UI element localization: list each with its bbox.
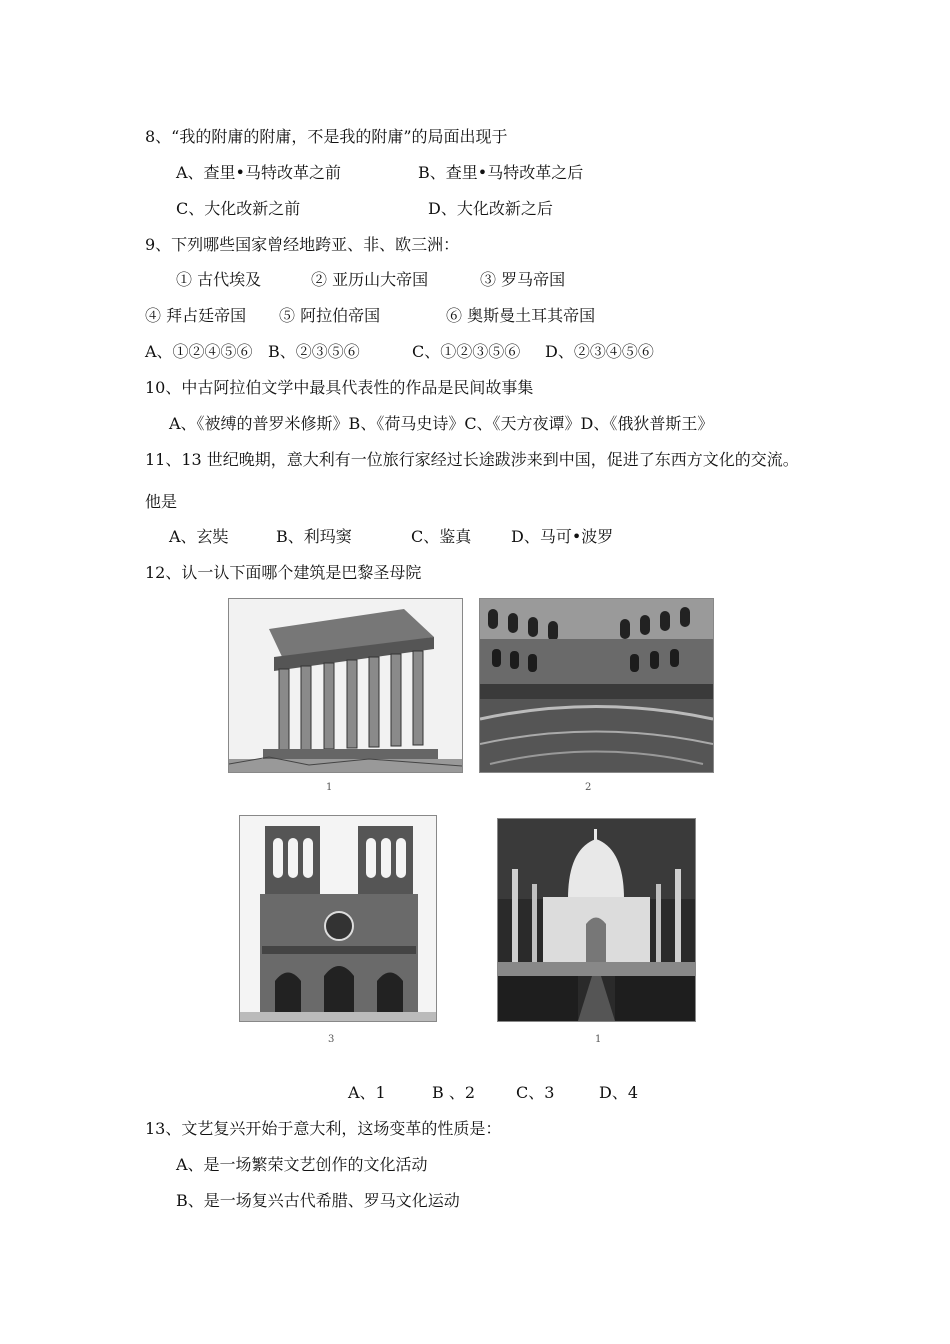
q11-option-a: A、玄奘: [169, 527, 229, 546]
q8-stem: 8、“我的附庸的附庸，不是我的附庸”的局面出现于: [145, 127, 508, 146]
q9-option-b: B、②③⑤⑥: [268, 342, 360, 361]
colosseum-photo: [479, 598, 714, 773]
parthenon-photo: [228, 598, 463, 773]
taj-mahal-photo: [497, 818, 696, 1022]
q12-option-a: A、1: [348, 1083, 386, 1102]
q11-option-b: B、利玛窦: [276, 527, 352, 546]
q12-option-d: D、4: [599, 1083, 639, 1102]
q12-option-b: B 、2: [432, 1083, 476, 1102]
q8-option-a: A、查里•马特改革之前: [176, 163, 341, 182]
q9-item-2: ② 亚历山大帝国: [311, 270, 429, 289]
q8-option-d: D、大化改新之后: [428, 199, 553, 218]
q8-option-b: B、查里•马特改革之后: [418, 163, 584, 182]
q11-option-d: D、马可•波罗: [511, 527, 614, 546]
q12-option-c: C、3: [516, 1083, 555, 1102]
photo-caption-1: 1: [326, 782, 333, 793]
q10-options: A、《被缚的普罗米修斯》B、《荷马史诗》C、《天方夜谭》D、《俄狄普斯王》: [169, 414, 714, 433]
q9-item-3: ③ 罗马帝国: [480, 270, 566, 289]
q9-item-5: ⑤ 阿拉伯帝国: [279, 306, 381, 325]
q12-stem: 12、认一认下面哪个建筑是巴黎圣母院: [145, 563, 422, 582]
q9-item-4: ④ 拜占廷帝国: [145, 306, 247, 325]
photo-caption-2: 2: [585, 782, 592, 793]
q11-stem-line1: 11、13 世纪晚期，意大利有一位旅行家经过长途跋涉来到中国，促进了东西方文化的交流。: [145, 450, 799, 469]
q11-stem-line2: 他是: [145, 492, 178, 511]
q13-stem: 13、文艺复兴开始于意大利，这场变革的性质是：: [145, 1119, 502, 1138]
q9-stem: 9、下列哪些国家曾经地跨亚、非、欧三洲：: [145, 235, 460, 254]
q11-option-c: C、鉴真: [411, 527, 472, 546]
q9-option-c: C、①②③⑤⑥: [412, 342, 521, 361]
q13-option-b: B、是一场复兴古代希腊、罗马文化运动: [176, 1191, 460, 1210]
q9-item-6: ⑥ 奥斯曼土耳其帝国: [446, 306, 596, 325]
q10-stem: 10、中古阿拉伯文学中最具代表性的作品是民间故事集: [145, 378, 534, 397]
q8-option-c: C、大化改新之前: [176, 199, 301, 218]
photo-caption-4: 1: [595, 1034, 602, 1045]
q9-option-d: D、②③④⑤⑥: [545, 342, 654, 361]
notre-dame-photo: [239, 815, 437, 1022]
q13-option-a: A、是一场繁荣文艺创作的文化活动: [176, 1155, 428, 1174]
q9-item-1: ① 古代埃及: [176, 270, 262, 289]
q9-option-a: A、①②④⑤⑥: [145, 342, 253, 361]
photo-caption-3: 3: [328, 1034, 335, 1045]
